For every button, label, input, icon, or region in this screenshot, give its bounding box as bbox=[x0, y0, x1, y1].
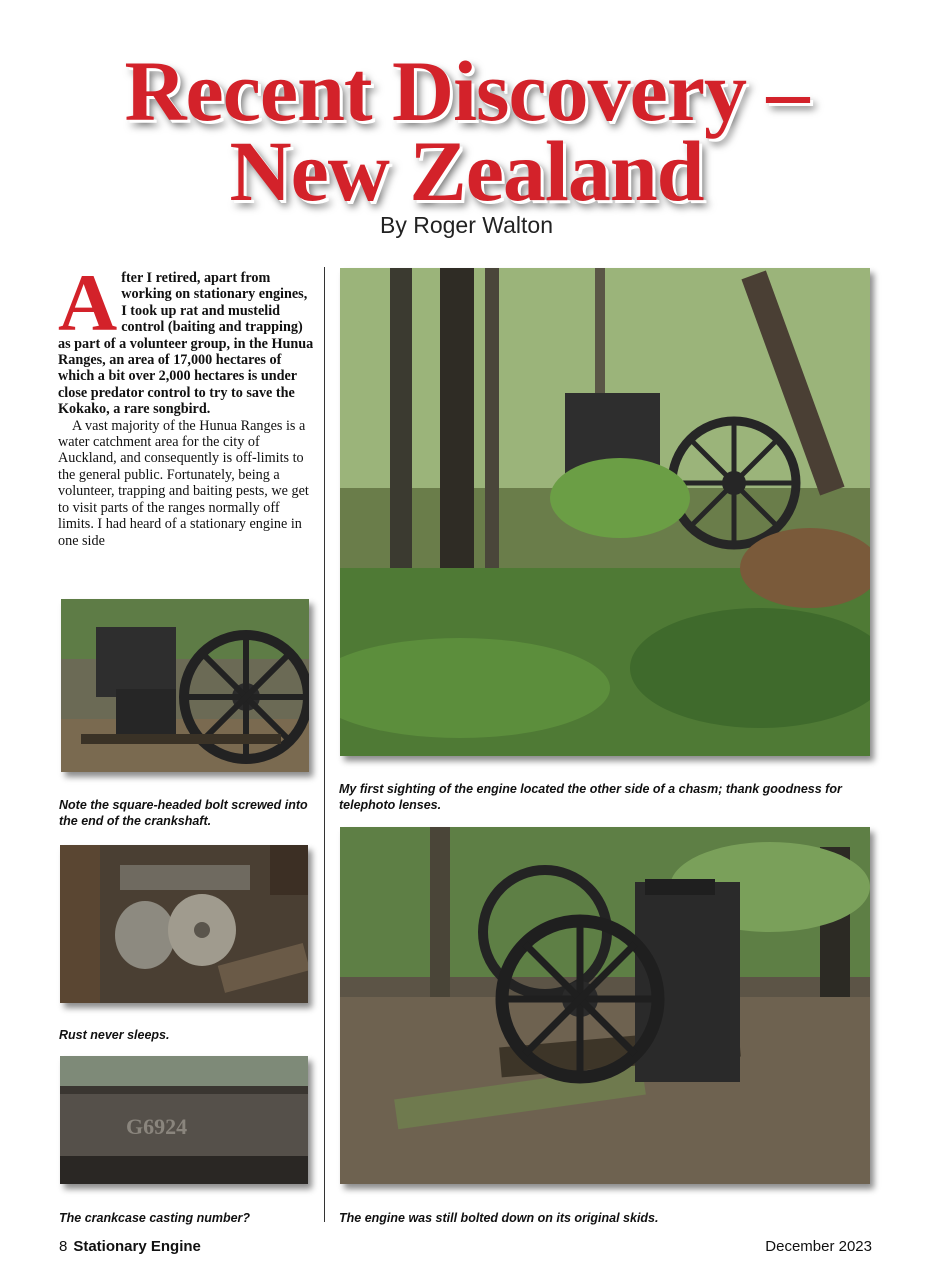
photo-engine-closeup bbox=[61, 599, 309, 772]
casting-number-text: G6924 bbox=[126, 1114, 188, 1139]
article-title-line2: New Zealand bbox=[229, 123, 704, 219]
caption-rust: Rust never sleeps. bbox=[59, 1028, 170, 1042]
caption-bolt: Note the square-headed bolt screwed into the end of the crankshaft. bbox=[59, 798, 308, 828]
issue-date: December 2023 bbox=[765, 1238, 872, 1255]
photo-forest-sighting bbox=[340, 268, 870, 756]
article-title-line1: Recent Discovery – bbox=[124, 43, 809, 139]
page-number: 8 bbox=[59, 1238, 68, 1255]
caption-skids: The engine was still bolted down on its original skids. bbox=[339, 1211, 659, 1225]
publication-name: Stationary Engine bbox=[73, 1238, 201, 1255]
caption-casting: The crankcase casting number? bbox=[59, 1211, 251, 1225]
footer-left bbox=[59, 1238, 201, 1255]
photo-casting-number bbox=[60, 1056, 308, 1184]
column-divider bbox=[324, 267, 325, 1222]
body-paragraph: A vast majority of the Hunua Ranges is a water catchment area for the city of Auckland, and consequently is off-limits to the general public. Fortunately, being a volunteer, trapping and baiting pests, we get to visit parts of the ranges normally off limits. I had heard of a stationary engine in one side bbox=[58, 417, 309, 549]
lead-paragraph: fter I retired, apart from working on stationary engines, I took up rat and mustelid control (baiting and trapping) as part of a volunteer group, in the Hunua Ranges, an area of 17,000 hectares of which a bit over 2,000 hectares is under close predator control to try to save the Kokako, a rare songbird. bbox=[58, 270, 314, 418]
drop-cap: A bbox=[58, 257, 118, 348]
photo-engine-skids bbox=[340, 827, 870, 1184]
caption-sighting: My first sighting of the engine located the other side of a chasm; thank goodness for telephoto lenses. bbox=[339, 782, 842, 812]
article-body bbox=[58, 257, 314, 549]
photo-rusty-parts bbox=[60, 845, 308, 1003]
byline: By Roger Walton bbox=[380, 212, 553, 238]
